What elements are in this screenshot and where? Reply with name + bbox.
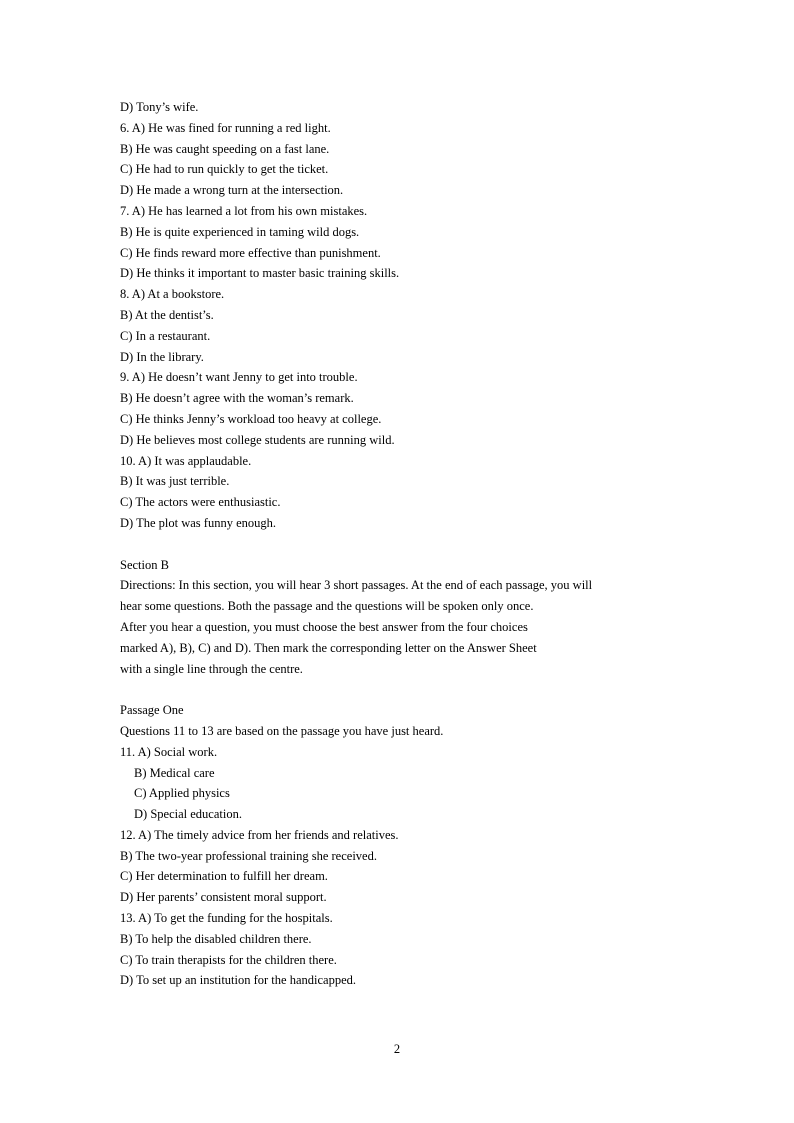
text-line: 8. A) At a bookstore. [120, 287, 225, 302]
text-line: B) The two-year professional training she received. [120, 848, 377, 863]
text-line: 11. A) Social work. [120, 744, 218, 759]
text-line: B) Medical care [134, 765, 215, 780]
text-line: C) He finds reward more effective than punishment. [120, 245, 381, 260]
text-line: D) He believes most college students are running wild. [120, 432, 395, 447]
text-line: Directions: In this section, you will hear 3 short passages. At the end of each passage, you will [120, 578, 593, 593]
text-line: D) To set up an institution for the handicapped. [120, 973, 356, 988]
text-line: D) In the library. [120, 349, 204, 364]
text-line: C) Her determination to fulfill her dream. [120, 869, 328, 884]
text-line: marked A), B), C) and D). Then mark the corresponding letter on the Answer Sheet [120, 640, 537, 655]
text-line: C) He thinks Jenny’s workload too heavy at college. [120, 411, 382, 426]
text-line: D) He made a wrong turn at the intersection. [120, 183, 344, 198]
text-line: C) In a restaurant. [120, 328, 211, 343]
text-line: 7. A) He has learned a lot from his own mistakes. [120, 203, 368, 218]
text-line: 9. A) He doesn’t want Jenny to get into trouble. [120, 370, 358, 385]
text-line: D) He thinks it important to master basic training skills. [120, 266, 400, 281]
text-line: C) Applied physics [134, 786, 230, 801]
text-line: D) Tony’s wife. [120, 100, 199, 114]
text-line: B) It was just terrible. [120, 474, 230, 489]
text-line: C) The actors were enthusiastic. [120, 495, 281, 510]
text-line: 13. A) To get the funding for the hospitals. [120, 911, 333, 926]
text-line: B) He doesn’t agree with the woman’s remark. [120, 391, 354, 406]
text-line: After you hear a question, you must choose the best answer from the four choices [120, 619, 528, 634]
text-line: Passage One [120, 703, 184, 718]
text-line: D) The plot was funny enough. [120, 515, 276, 530]
text-line: 10. A) It was applaudable. [120, 453, 252, 468]
text-line: Questions 11 to 13 are based on the passage you have just heard. [120, 723, 444, 738]
text-line: C) To train therapists for the children there. [120, 952, 337, 967]
text-line: D) Special education. [134, 807, 242, 822]
document-body [120, 97, 680, 991]
page-number: 2 [393, 1042, 401, 1056]
text-line: B) He is quite experienced in taming wild dogs. [120, 224, 360, 239]
text-line: D) Her parents’ consistent moral support. [120, 890, 327, 905]
text-line: 12. A) The timely advice from her friends and relatives. [120, 827, 399, 842]
text-line: with a single line through the centre. [120, 661, 303, 676]
text-line: 6. A) He was fined for running a red light. [120, 120, 331, 135]
text-line: Section B [120, 557, 169, 572]
text-line: B) He was caught speeding on a fast lane. [120, 141, 330, 156]
text-line: B) At the dentist’s. [120, 307, 214, 322]
text-line: C) He had to run quickly to get the ticket. [120, 162, 329, 177]
blank-line [120, 679, 680, 700]
blank-line [120, 534, 680, 555]
text-line: B) To help the disabled children there. [120, 931, 312, 946]
text-line: hear some questions. Both the passage and the questions will be spoken only once. [120, 599, 534, 614]
